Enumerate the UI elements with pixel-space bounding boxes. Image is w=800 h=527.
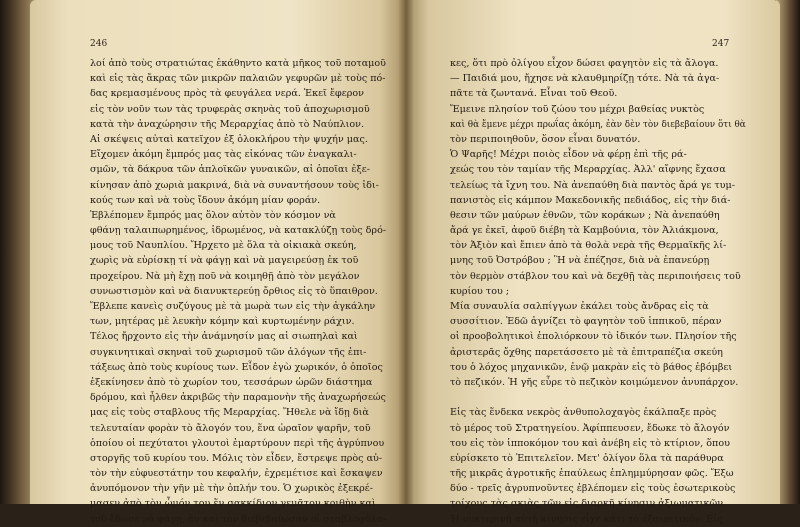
text-line <box>450 390 771 405</box>
text-line: τάξεως ἀπὸ τοὺς κυρίους των. Εἶδον ἐγὼ χωρικόν, ὁ ὁποῖος <box>90 361 383 373</box>
text-line: τῆς μικρᾶς ἀγροτικῆς ἐπαύλεως ἐπλημμύρησαν φῶς. Ἔξω <box>450 468 734 480</box>
text-line: κούς των καὶ νὰ τοὺς ἴδουν ἀκόμη μίαν φοράν. <box>90 194 321 206</box>
text-line: προχείρου. Νὰ μὴ ἔχῃ ποῦ νὰ κοιμηθῇ ἀπὸ τὸν μεγάλον <box>90 270 360 282</box>
text-line: Ὁ Ψαρῆς! Μέχρι ποιὸς εἶδον νὰ φέρῃ ἐπὶ τῆς ρά- <box>450 149 687 161</box>
text-line: συγκινητικαὶ σκηναὶ τοῦ χωρισμοῦ τῶν ἀλόγων τῆς ἐπι- <box>90 346 367 358</box>
text-line: τὸν τὴν εὐφυεστάτην του κεφαλήν, ἐχρεμέτισε καὶ ἔσκαψεν <box>90 468 383 480</box>
text-line: κατὰ τὴν ἀναχώρησιν τῆς Μεραρχίας ἀπὸ τὸ Ναύπλιον. <box>90 118 365 130</box>
book-gutter <box>398 0 414 504</box>
text-line: εὑρίσκετο τὸ Ἐπιτελεῖον. Μετ' ὀλίγον ὅλα τὰ παράθυρα <box>450 452 724 464</box>
text-line: Ἐβλέπομεν ἔμπρός μας ὅλον αὐτὸν τὸν κόσμον νὰ <box>90 209 336 221</box>
text-line: του εἰς τὸν ἱπποκόμον του καὶ ἀνέβη εἰς τὸ κτίριον, ὅπου <box>450 437 730 449</box>
text-line: Τέλος ἤρχοντο εἰς τὴν ἀνάμνησίν μας αἱ σιωπηλαὶ καὶ <box>90 331 358 343</box>
text-line: καὶ εἰς τὰς ἄκρας τῶν μικρῶν παλαιῶν γεφυρῶν μὲ τοὺς πό- <box>90 73 386 85</box>
text-line: πανιστὸς εἰς κάμπον Μακεδονικῆς πεδιάδος, εἰς τὴν διά- <box>450 194 731 206</box>
right-page <box>406 0 780 525</box>
text-line: εἰς τὸν νοῦν των τὰς τρυφερὰς σκηνὰς τοῦ ἀποχωρισμοῦ <box>90 103 370 115</box>
left-page-text <box>90 56 391 527</box>
text-line: τὸν Ἀξιὸν καὶ ἔπιεν ἀπὸ τὰ θολὰ νερὰ τῆς Θερμαϊκῆς λί- <box>450 240 727 252</box>
text-line: κες, ὅτι πρὸ ὀλίγου εἶχον δώσει φαγητὸν εἰς τὰ ἄλογα. <box>450 58 719 69</box>
left-page-number: 246 <box>90 39 108 49</box>
text-line: Ἔμεινε πλησίον τοῦ ζώου του μέχρι βαθείας νυκτὸς <box>450 103 705 115</box>
right-page-text <box>450 56 771 527</box>
text-line: — Παιδιά μου, ἤχησε νὰ κλαυθμηρίζῃ τότε. Νὰ τὰ ἀγα- <box>450 73 720 85</box>
text-line: θεσιν τῶν μαύρων ἐθνῶν, τῶν κοράκων ; Νὰ ἀνεπαύθη <box>450 209 720 221</box>
text-line: δας κρεμασμένους πρὸς τὰ φευγάλεα νερά. Ἐκεῖ ἔφερον <box>90 88 364 100</box>
text-line: τελευταίαν φορὰν τὸ ἄλογόν του, ἕνα ὡραῖον ψαρῆν, τοῦ <box>90 422 371 434</box>
text-line: ἄρά γε ἐκεῖ, ἀφοῦ διέβη τὰ Καμβούνια, τὸν Ἀλιάκμονα, <box>450 225 719 237</box>
text-line: Μία συναυλία σαλπίγγων ἐκάλει τοὺς ἄνδρας εἰς τὰ <box>450 301 709 312</box>
text-line: λοί ἀπὸ τοὺς στρατιώτας ἐκάθηντο κατὰ μῆκος τοῦ ποταμοῦ <box>90 58 386 69</box>
text-line: τὸν περιποιηθοῦν, ὅσον εἶναι δυνατόν. <box>450 133 641 145</box>
text-line: μους τοῦ Ναυπλίου. Ἤρχετο μὲ ὅλα τὰ οἰκιακὰ σκεύη, <box>90 240 357 252</box>
text-line: χωρὶς νὰ εὑρίσκῃ τί νὰ φάγῃ καὶ νὰ μαγειρεύσῃ ἐκ τοῦ <box>90 255 359 267</box>
text-line: φθάνῃ ταλαιπωρημένος, ἱδρωμένος, νὰ κατακλύζῃ τοὺς δρό- <box>90 225 387 237</box>
text-line: Ἔβλεπε κανεὶς συζύγους μὲ τὰ μωρὰ των εἰς τὴν ἀγκάλην <box>90 301 376 312</box>
text-line: συνωστισμὸν καὶ νὰ διανυκτερεύῃ ὄρθιος εἰς τὸ ὕπαιθρον. <box>90 285 378 297</box>
text-line: των, μητέρας μὲ λευκὴν κόμην καὶ κυρτωμένην ράχιν. <box>90 316 355 328</box>
text-line: Αἱ σκέψεις αὐταὶ κατεῖχον ἐξ ὁλοκλήρου τὴν ψυχήν μας. <box>90 133 368 145</box>
text-line: τοίχους τὰς σκιὰς τῶν εἰς διαρκῆ κίνησιν ἀξιωματικῶν. <box>450 498 727 510</box>
text-line: ὁποίου οἱ πεχύτατοι γλουτοὶ ἐμαρτύρουν περὶ τῆς ἀγρύπνου <box>90 437 385 449</box>
text-line: συσσίτιον. Ἐδῶ ἀγνίζει τὸ φαγητὸν τοῦ ἱππικοῦ, πέραν <box>450 316 722 328</box>
text-line: πᾶτε τὰ ζωντανά. Εἶναι τοῦ Θεοῦ. <box>450 88 618 100</box>
text-line: μνης τοῦ Ὀστρόβου ; Ἢ νὰ ἐπέζησε, διὰ νὰ ἐπανεύρῃ <box>450 255 710 267</box>
text-line: ἀνυπόμονον τὴν γῆν μὲ τὴν ὁπλήν του. Ὁ χωρικὸς ἐξεκρέ- <box>90 483 373 495</box>
text-line: κυρίου του ; <box>450 285 510 297</box>
text-line: Ἡ νυκτερινὴ αὐτὴ κίνησις εἶχε κάτι τὸ ἐξαιρετικόν. Εἰς <box>450 513 723 525</box>
text-line: τοῦ ἔδωσε νὰ φάγῃ, ἂν καὶ τὸν διεβεβαίωσαν οἱ σταβλοφύλα- <box>90 513 387 525</box>
text-line: δύο - τρεῖς ἀγρυπνοῦντες ἐβλέπομεν εἰς τοὺς ἐσωτερικοὺς <box>450 483 736 495</box>
text-line: μασεν ἀπὸ τὸν ὦμόν του ἕν σακκίδιον γεμᾶτον κριθὴν καὶ <box>90 498 376 510</box>
text-line: σμῶν, τὰ δάκρυα τῶν ἀπλοϊκῶν γυναικῶν, αἱ ὁποῖαι ἐξε- <box>90 164 370 176</box>
text-line: Εἴχομεν ἀκόμη ἔμπρός μας τὰς εἰκόνας τῶν ἐναγκαλι- <box>90 149 357 161</box>
text-line: μας εἰς τοὺς σταβλους τῆς Μεραρχίας. Ἤθελε νὰ ἴδῃ διὰ <box>90 407 369 419</box>
text-line: τὸ μέρος τοῦ Στρατηγείου. Ἀφίππευσεν, ἔδωκε τὸ ἄλογόν <box>450 422 730 434</box>
text-line: οἱ προοβολητικοὶ ἐπολιόρκουν τὸ ἰδικόν των. Πλησίον τῆς <box>450 331 737 343</box>
text-line: κίνησαν ἀπὸ χωριὰ μακρινά, διὰ νὰ συναντήσουν τοὺς ἰδι- <box>90 179 379 191</box>
text-line: χεώς του τὸν ταμίαν τῆς Μεραρχίας. Ἀλλ' αἴφνης ἔχασα <box>450 164 726 176</box>
text-line: ἐξεκίνησεν ἀπὸ τὸ χωρίον του, τεσσάρων ὡρῶν διάστημα <box>90 376 373 388</box>
text-line: του ὁ λόχος μηχανικῶν, ἐνῷ μακρὰν εἰς τὸ βάθος ἐβόμβει <box>450 361 733 373</box>
text-line: Εἰς τὰς ἕνδεκα νεκρὸς ἀνθυπολοχαγὸς ἐκάλπαξε πρὸς <box>450 407 717 419</box>
text-line: καὶ θὰ ἔμενε μέχρι πρωΐας ἀκόμη, ἐὰν δὲν τὸν διεβεβαίουν ὅτι θὰ <box>450 118 746 130</box>
text-line: τελείως τὰ ἴχνη του. Νὰ ἀνεπαύθη διὰ παντὸς ἄρά γε τυμ- <box>450 179 735 191</box>
text-line: στοργῆς τοῦ κυρίου του. Μόλις τὸν εἶδεν, ἔστρεψε πρὸς αὐ- <box>90 452 383 464</box>
left-page <box>30 0 406 525</box>
text-line: δρόμου, καὶ ἦλθεν ἀκριβῶς τὴν παραμονὴν τῆς ἀναχωρήσεώς <box>90 392 386 404</box>
text-line: τὸν θερμὸν στάβλον του καὶ νὰ δεχθῇ τὰς περιποιήσεις τοῦ <box>450 270 741 282</box>
text-line: τὸ πεζικόν. Ἡ γῆς εὗρε τὸ πεζικὸν κοιμώμενον ἀνυπάρχον. <box>450 376 739 388</box>
text-line: ἀριστερᾶς ὄχθης παρετάσσετο μὲ τὰ ἐπιτραπέζια σκεύη <box>450 346 723 358</box>
right-page-number: 247 <box>712 39 730 49</box>
